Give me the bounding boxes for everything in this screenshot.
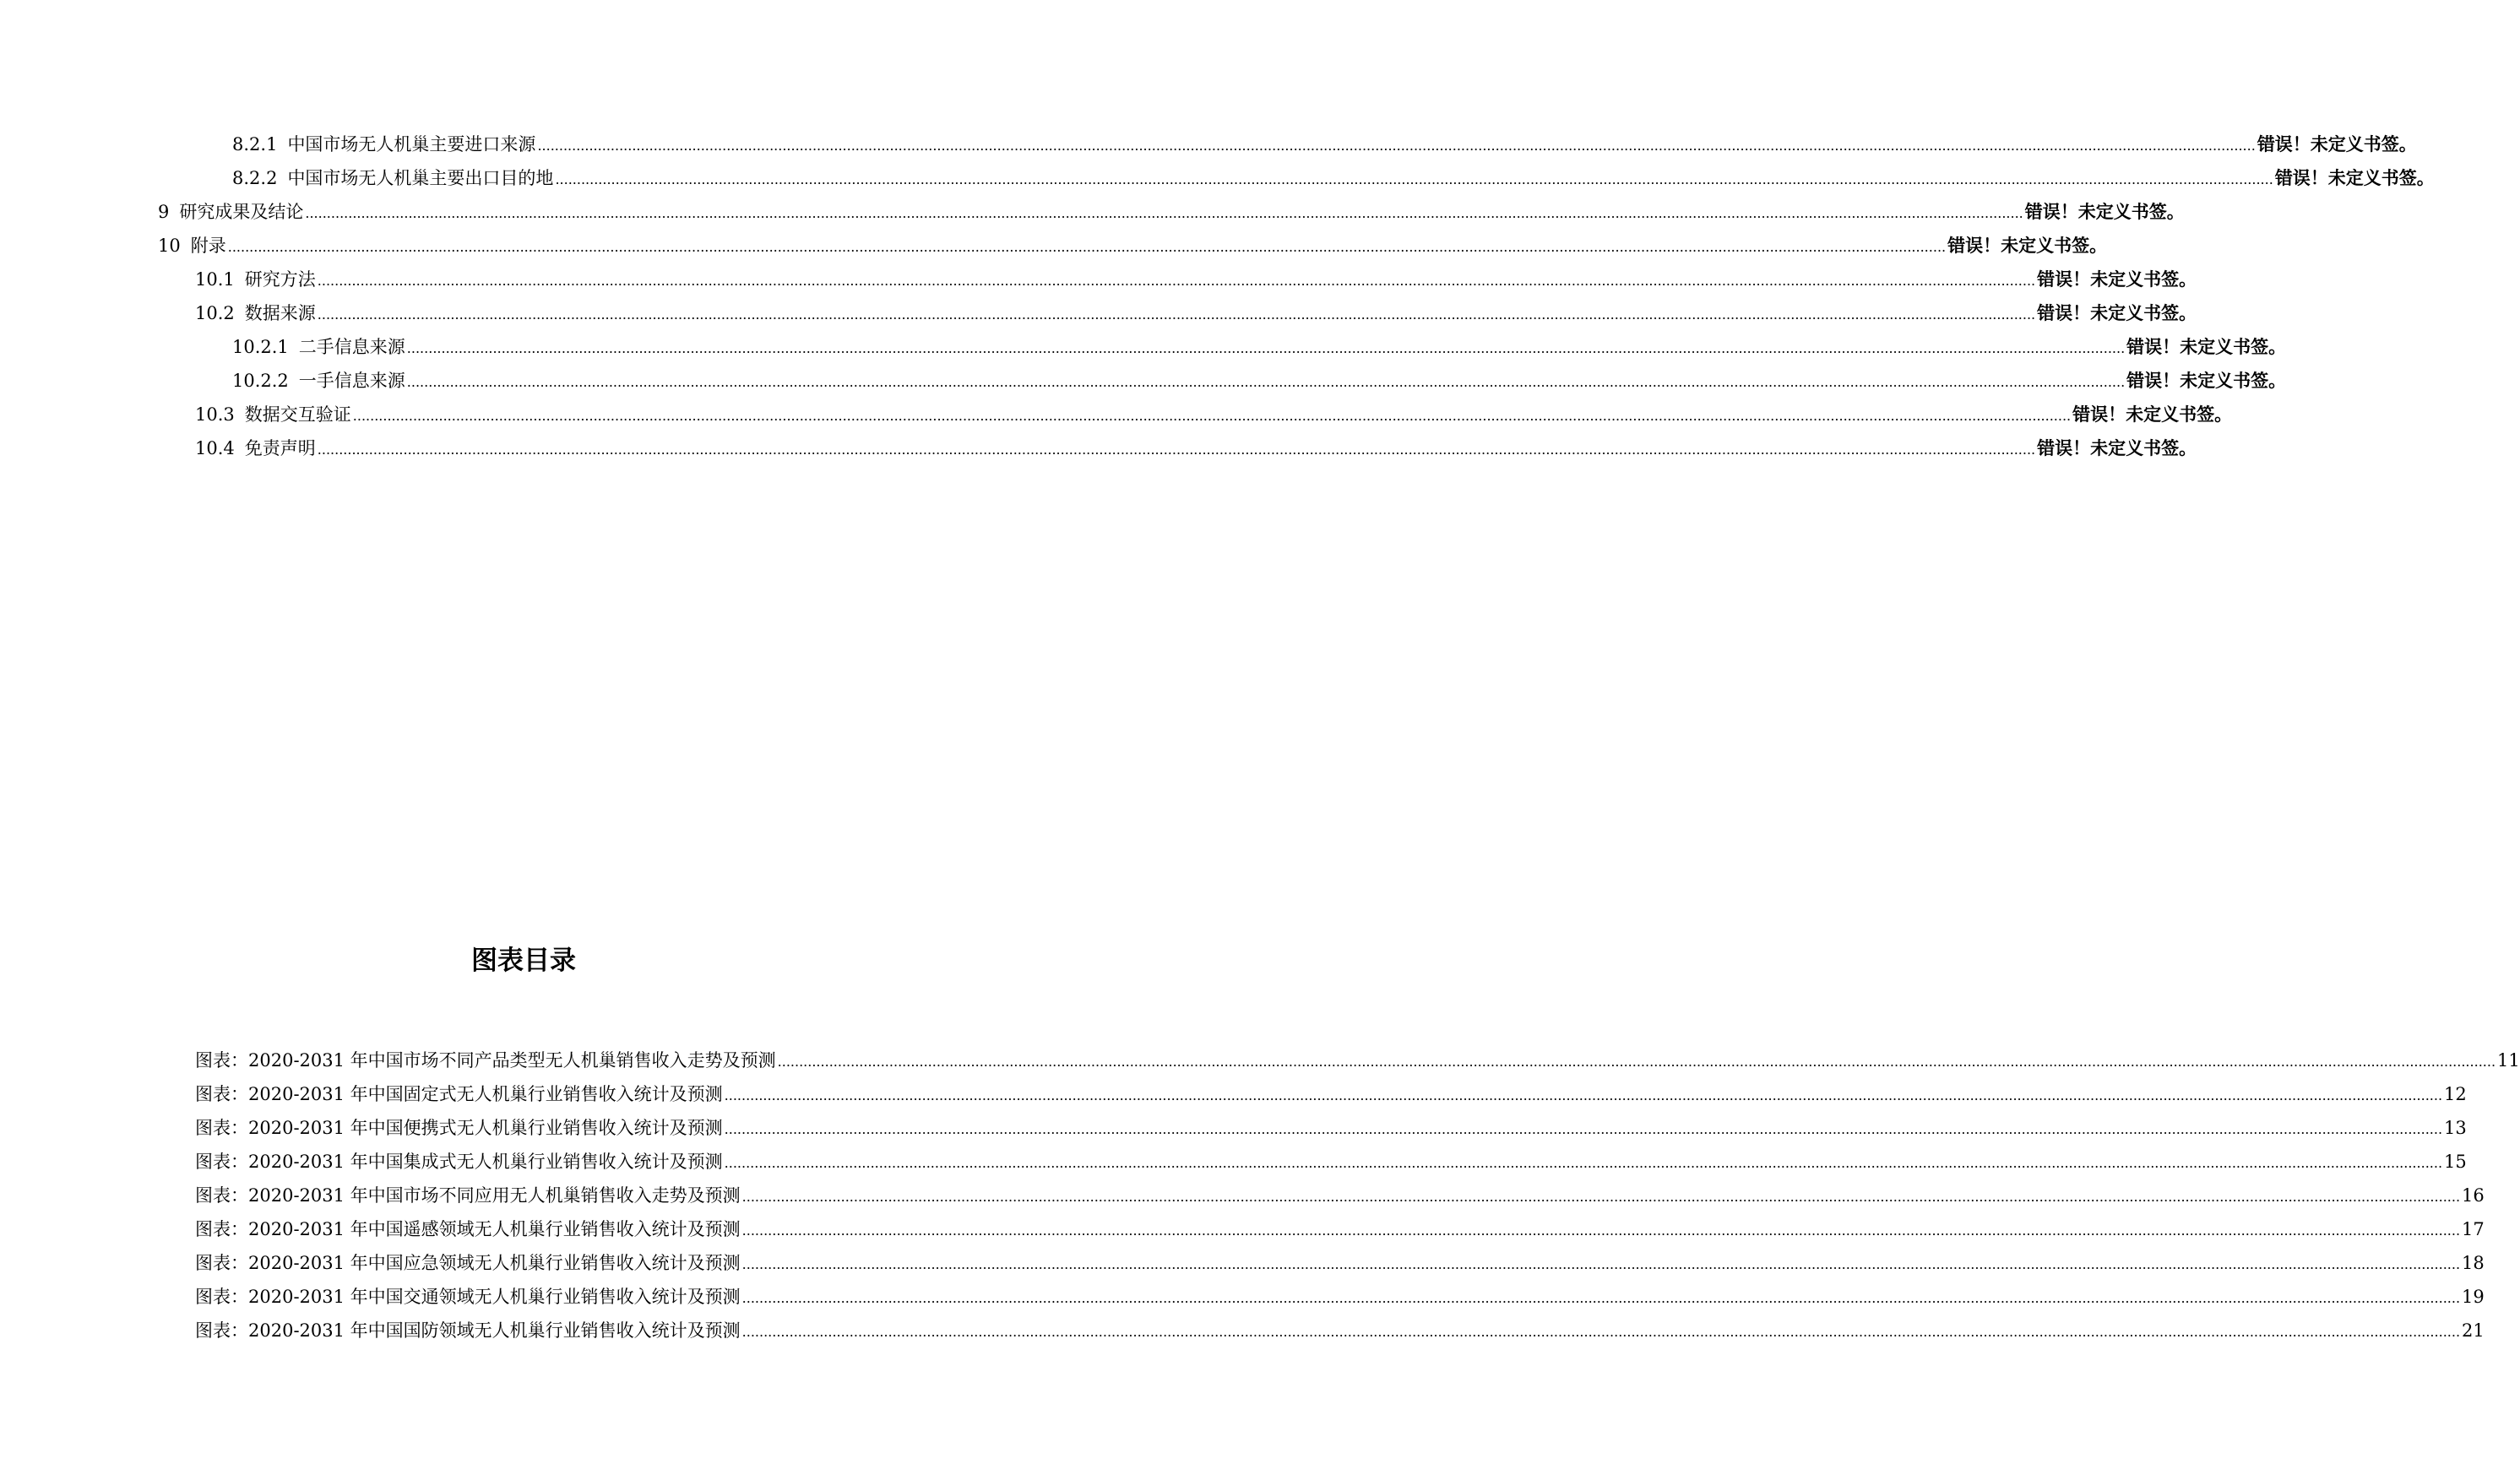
leader-dots: ................................................................................................................................................................................................................................................................................................................................................................................................................ [724, 1155, 2443, 1171]
figure-entry[interactable] [195, 1145, 2467, 1179]
figure-entry[interactable] [195, 1179, 2485, 1212]
toc-entry-page: 错误！未定义书签。 [1947, 236, 2108, 256]
toc-entry-number: 10.2.1 [232, 337, 289, 357]
leader-dots: ................................................................................................................................................................................................................................................................................................................................................................................................................ [305, 205, 2023, 221]
toc-entry-number: 10 [158, 236, 181, 256]
toc-entry[interactable] [232, 127, 2417, 161]
toc-entry[interactable] [232, 364, 2287, 398]
figure-entry-title: 图表：2020-2031 年中国集成式无人机巢行业销售收入统计及预测 [195, 1152, 723, 1172]
figure-entry-title: 图表：2020-2031 年中国国防领域无人机巢行业销售收入统计及预测 [195, 1320, 741, 1341]
leader-dots: ................................................................................................................................................................................................................................................................................................................................................................................................................ [406, 374, 2126, 390]
leader-dots: ................................................................................................................................................................................................................................................................................................................................................................................................................ [555, 171, 2273, 187]
toc-entry-number: 10.3 [195, 404, 235, 425]
toc-entry-title: 研究方法 [244, 269, 316, 290]
figure-entry[interactable] [195, 1212, 2485, 1246]
leader-dots: ................................................................................................................................................................................................................................................................................................................................................................................................................ [724, 1121, 2443, 1137]
toc-entry-title: 中国市场无人机巢主要进口来源 [287, 134, 536, 155]
toc-entry[interactable] [232, 161, 2435, 195]
figure-entry[interactable] [195, 1044, 2520, 1077]
figure-entry-page: 21 [2462, 1320, 2485, 1341]
leader-dots: ................................................................................................................................................................................................................................................................................................................................................................................................................ [741, 1222, 2461, 1239]
toc-entry[interactable] [195, 296, 2197, 330]
toc-entry[interactable] [195, 398, 2233, 431]
toc-entry-page: 错误！未定义书签。 [2126, 337, 2287, 357]
toc-entry-number: 10.4 [195, 438, 235, 458]
toc-entry-page: 错误！未定义书签。 [2257, 134, 2417, 155]
toc-entry-number: 8.2.1 [232, 134, 278, 155]
toc-entry-number: 9 [158, 202, 170, 222]
figure-entry-page: 16 [2462, 1185, 2485, 1206]
toc-entry-page: 错误！未定义书签。 [2072, 404, 2233, 425]
figure-entry-title: 图表：2020-2031 年中国交通领域无人机巢行业销售收入统计及预测 [195, 1287, 741, 1307]
toc-entry-number: 10.2 [195, 303, 235, 323]
figure-entry-title: 图表：2020-2031 年中国市场不同应用无人机巢销售收入走势及预测 [195, 1185, 741, 1206]
toc-entry-number: 8.2.2 [232, 168, 278, 188]
figure-entry-title: 图表：2020-2031 年中国固定式无人机巢行业销售收入统计及预测 [195, 1084, 723, 1104]
toc-entry-title: 一手信息来源 [298, 371, 405, 391]
leader-dots: ................................................................................................................................................................................................................................................................................................................................................................................................................ [317, 273, 2036, 289]
toc-entry[interactable] [158, 229, 2108, 263]
toc-entry-title: 二手信息来源 [298, 337, 405, 357]
figure-entry-title: 图表：2020-2031 年中国市场不同产品类型无人机巢销售收入走势及预测 [195, 1050, 776, 1071]
leader-dots: ................................................................................................................................................................................................................................................................................................................................................................................................................ [317, 442, 2036, 458]
figure-entry[interactable] [195, 1280, 2485, 1314]
toc-entry-title: 研究成果及结论 [179, 202, 304, 222]
leader-dots: ................................................................................................................................................................................................................................................................................................................................................................................................................ [777, 1054, 2496, 1070]
leader-dots: ................................................................................................................................................................................................................................................................................................................................................................................................................ [317, 306, 2036, 323]
figure-entry[interactable] [195, 1314, 2485, 1347]
figure-entry[interactable] [195, 1246, 2485, 1280]
figure-entry-page: 17 [2462, 1219, 2485, 1239]
leader-dots: ................................................................................................................................................................................................................................................................................................................................................................................................................ [406, 340, 2126, 356]
toc-entry-title: 免责声明 [244, 438, 316, 458]
toc-entry-title: 数据来源 [244, 303, 316, 323]
figure-entry-page: 12 [2444, 1084, 2467, 1104]
toc-entry-page: 错误！未定义书签。 [2024, 202, 2185, 222]
figure-entry-page: 18 [2462, 1253, 2485, 1273]
toc-entry[interactable] [232, 330, 2287, 364]
figure-entry-page: 13 [2444, 1118, 2467, 1138]
toc-entry-page: 错误！未定义书签。 [2126, 371, 2287, 391]
toc-entry-page: 错误！未定义书签。 [2037, 303, 2197, 323]
figures-heading: 图表目录 [471, 946, 576, 976]
leader-dots: ................................................................................................................................................................................................................................................................................................................................................................................................................ [537, 138, 2256, 154]
figure-entry-page: 15 [2444, 1152, 2467, 1172]
leader-dots: ................................................................................................................................................................................................................................................................................................................................................................................................................ [724, 1087, 2443, 1103]
toc-entry[interactable] [158, 195, 2185, 229]
figure-entry-title: 图表：2020-2031 年中国遥感领域无人机巢行业销售收入统计及预测 [195, 1219, 741, 1239]
toc-entry[interactable] [195, 431, 2197, 465]
leader-dots: ................................................................................................................................................................................................................................................................................................................................................................................................................ [741, 1290, 2461, 1306]
toc-entry-number: 10.2.2 [232, 371, 289, 391]
figure-entry[interactable] [195, 1111, 2467, 1145]
toc-entry-number: 10.1 [195, 269, 235, 290]
toc-entry-title: 数据交互验证 [244, 404, 351, 425]
leader-dots: ................................................................................................................................................................................................................................................................................................................................................................................................................ [741, 1189, 2461, 1205]
leader-dots: ................................................................................................................................................................................................................................................................................................................................................................................................................ [227, 239, 1947, 255]
figure-entry-title: 图表：2020-2031 年中国便携式无人机巢行业销售收入统计及预测 [195, 1118, 723, 1138]
toc-entry-title: 中国市场无人机巢主要出口目的地 [287, 168, 554, 188]
toc-entry-page: 错误！未定义书签。 [2037, 269, 2197, 290]
toc-entry-page: 错误！未定义书签。 [2037, 438, 2197, 458]
toc-entry-page: 错误！未定义书签。 [2274, 168, 2435, 188]
figure-entry-page: 19 [2462, 1287, 2485, 1307]
toc-entry[interactable] [195, 263, 2197, 296]
figure-entry-page: 11 [2497, 1050, 2520, 1071]
leader-dots: ................................................................................................................................................................................................................................................................................................................................................................................................................ [741, 1324, 2461, 1340]
toc-entry-title: 附录 [190, 236, 226, 256]
figure-entry[interactable] [195, 1077, 2467, 1111]
figure-entry-title: 图表：2020-2031 年中国应急领域无人机巢行业销售收入统计及预测 [195, 1253, 741, 1273]
leader-dots: ................................................................................................................................................................................................................................................................................................................................................................................................................ [741, 1256, 2461, 1272]
leader-dots: ................................................................................................................................................................................................................................................................................................................................................................................................................ [352, 408, 2072, 424]
